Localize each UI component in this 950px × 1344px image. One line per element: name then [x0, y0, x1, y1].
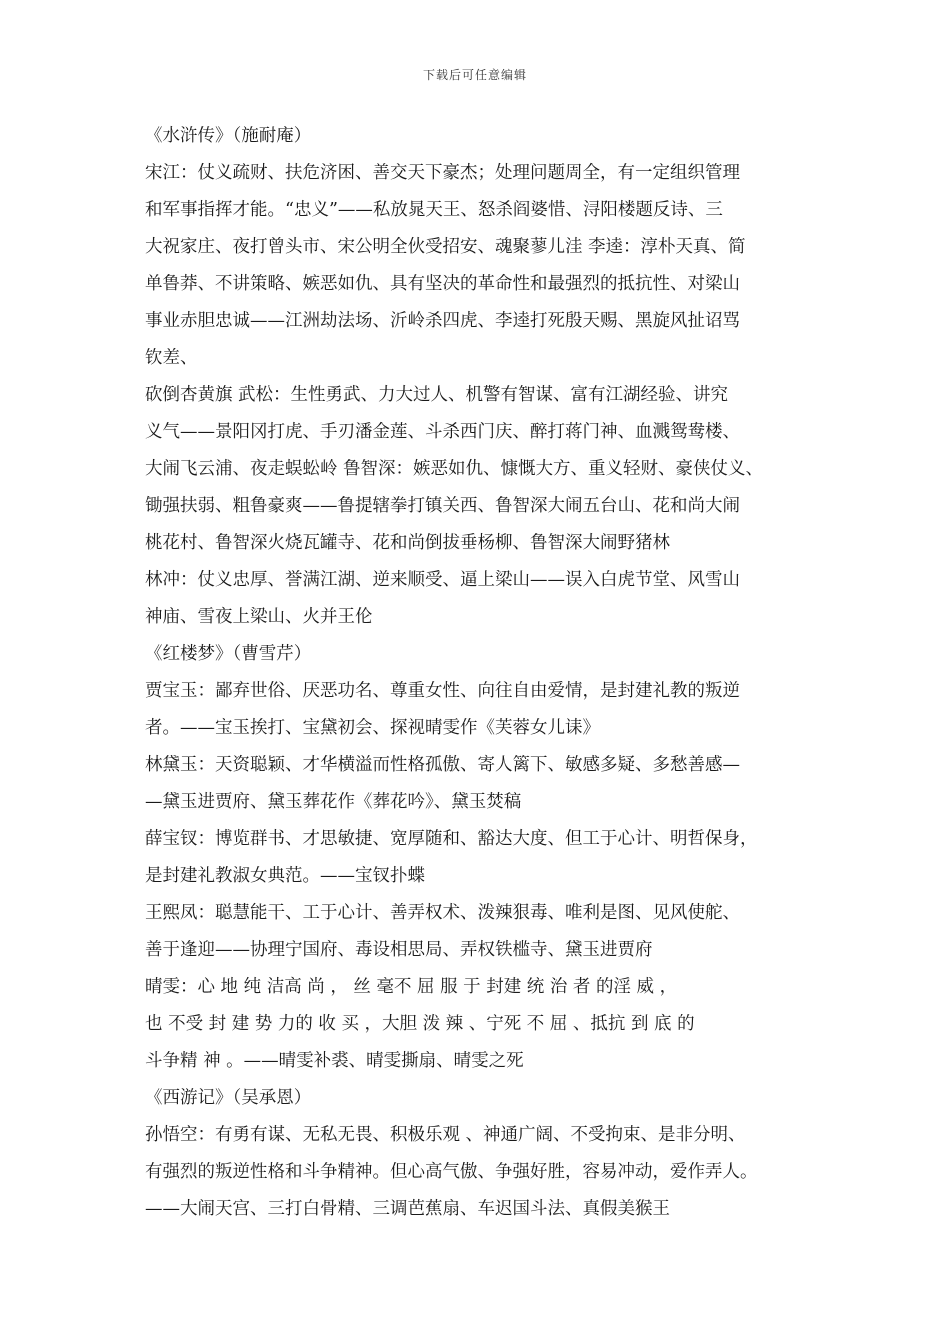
text-line: 大闹飞云浦、夜走蜈蚣岭 鲁智深：嫉恶如仇、慷慨大方、重义轻财、豪侠仗义、 [145, 459, 764, 479]
text-line: 林黛玉：天资聪颖、才华横溢而性格孤傲、寄人篱下、敏感多疑、多愁善感— [145, 755, 740, 775]
text-line: 《水浒传》（施耐庵） [145, 126, 312, 146]
text-line: ——大闹天宫、三打白骨精、三调芭蕉扇、车迟国斗法、真假美猴王 [145, 1199, 670, 1219]
text-line: 桃花村、鲁智深火烧瓦罐寺、花和尚倒拔垂杨柳、鲁智深大闹野猪林 [145, 533, 670, 553]
text-line: 锄强扶弱、粗鲁豪爽——鲁提辖拳打镇关西、鲁智深大闹五台山、花和尚大闹 [145, 496, 740, 516]
text-line: 单鲁莽、不讲策略、嫉恶如仇、具有坚决的革命性和最强烈的抵抗性、对梁山 [145, 274, 740, 294]
text-line: 也 不受 封 建 势 力的 收 买 ，大胆 泼 辣 、宁死 不 屈 、抵抗 到 底 的 [145, 1014, 695, 1034]
text-line: 《红楼梦》（曹雪芹） [145, 644, 312, 664]
text-line: 晴雯：心 地 纯 洁高 尚 ， 丝 毫不 屈 服 于 封建 统 治 者 的淫 威 ， [145, 977, 678, 997]
text-line: 是封建礼教淑女典范。——宝钗扑蝶 [145, 866, 425, 886]
text-line: 钦差、 [145, 348, 198, 368]
text-line: 和军事指挥才能。“忠义”——私放晁天王、怒杀阎婆惜、浔阳楼题反诗、三 [145, 200, 723, 220]
text-line: 《西游记》（吴承恩） [145, 1088, 312, 1108]
text-line: 神庙、雪夜上梁山、火并王伦 [145, 607, 373, 627]
text-line: 大祝家庄、夜打曾头市、宋公明全伙受招安、魂聚蓼儿洼 李逵：淳朴天真、简 [145, 237, 746, 257]
text-line: 事业赤胆忠诚——江洲劫法场、沂岭杀四虎、李逵打死殷天赐、黑旋风扯诏骂 [145, 311, 740, 331]
text-line: 薛宝钗：博览群书、才思敏捷、宽厚随和、豁达大度、但工于心计、明哲保身， [145, 829, 758, 849]
text-line: 贾宝玉：鄙弃世俗、厌恶功名、尊重女性、向往自由爱情，是封建礼教的叛逆 [145, 681, 740, 701]
text-line: 王熙凤：聪慧能干、工于心计、善弄权术、泼辣狠毒、唯利是图、见风使舵、 [145, 903, 740, 923]
text-line: 斗争精 神 。——晴雯补裘、晴雯撕扇、晴雯之死 [145, 1051, 524, 1071]
text-line: 林冲：仗义忠厚、誉满江湖、逆来顺受、逼上梁山——误入白虎节堂、风雪山 [145, 570, 740, 590]
text-line: 砍倒杏黄旗 武松：生性勇武、力大过人、机警有智谋、富有江湖经验、讲究 [145, 385, 729, 405]
text-line: 义气——景阳冈打虎、手刃潘金莲、斗杀西门庆、醉打蒋门神、血溅鸳鸯楼、 [145, 422, 740, 442]
text-line: 善于逢迎——协理宁国府、毒设相思局、弄权铁槛寺、黛玉进贾府 [145, 940, 653, 960]
document-body [145, 121, 810, 1231]
text-line: 者。——宝玉挨打、宝黛初会、探视晴雯作《芙蓉女儿诔》 [145, 718, 600, 738]
text-line: 孙悟空：有勇有谋、无私无畏、积极乐观 、神通广阔、不受拘束、是非分明、 [145, 1125, 746, 1145]
page-header: 下载后可任意编辑 [422, 68, 527, 82]
text-line: 有强烈的叛逆性格和斗争精神。但心高气傲、争强好胜，容易冲动，爱作弄人。 [145, 1162, 758, 1182]
text-line: —黛玉进贾府、黛玉葬花作《葬花吟》、黛玉焚稿 [145, 792, 522, 812]
text-line: 宋江：仗义疏财、扶危济困、善交天下豪杰；处理问题周全，有一定组织管理 [145, 163, 740, 183]
